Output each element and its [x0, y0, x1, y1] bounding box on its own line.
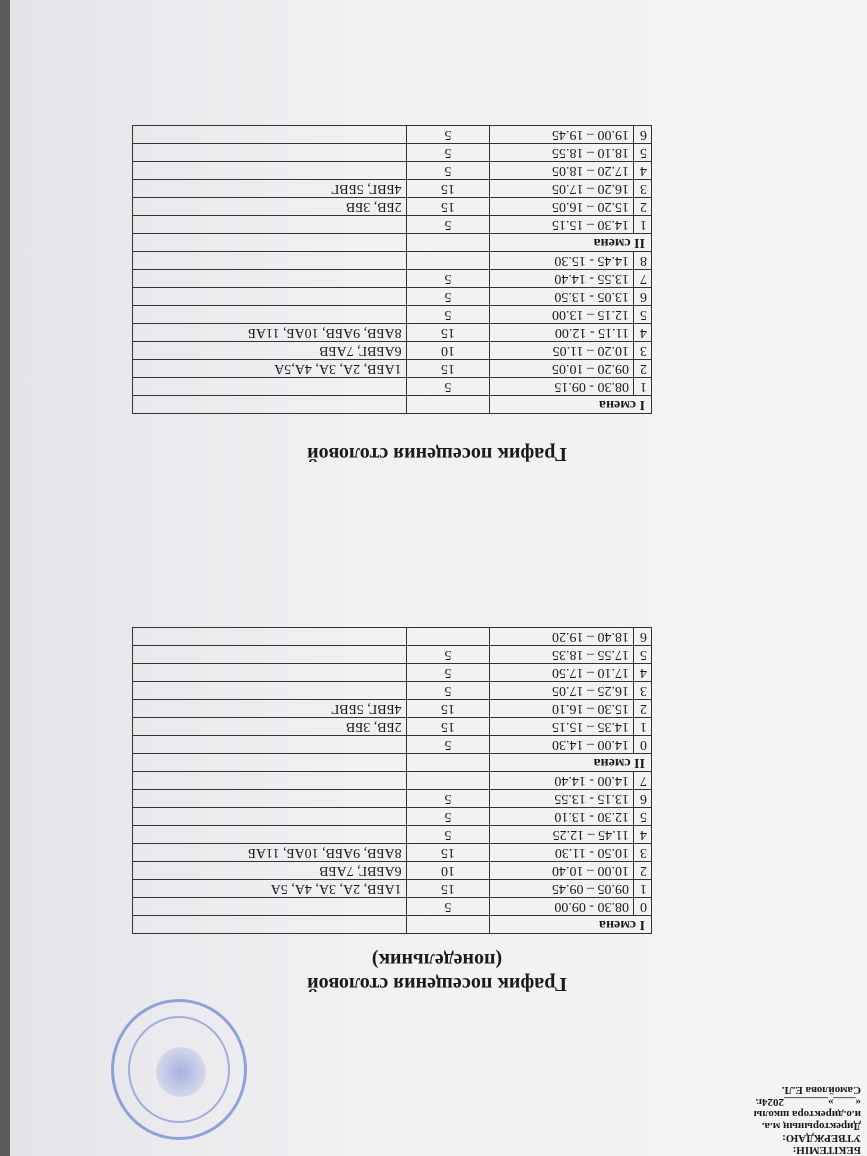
schedule-row — [133, 360, 652, 378]
schedule-row — [133, 324, 652, 342]
row-number: 3 — [634, 844, 652, 862]
schedule-row — [133, 862, 652, 880]
row-number: 7 — [634, 270, 652, 288]
schedule-row — [133, 826, 652, 844]
row-minutes — [406, 252, 490, 270]
schedule-row — [133, 162, 652, 180]
shift-blank — [406, 916, 490, 934]
row-minutes — [406, 628, 490, 646]
row-time: 16.25 – 17.05 — [490, 682, 634, 700]
schedule-row — [133, 180, 652, 198]
row-time: 10.00 – 10.40 — [490, 862, 634, 880]
row-time: 13.05 - 13.50 — [490, 288, 634, 306]
row-time: 14.45 - 15.30 — [490, 252, 634, 270]
schedule-row — [133, 378, 652, 396]
row-minutes: 15 — [406, 198, 490, 216]
row-classes: 1АБВ, 2А, 3А, 4А, 5А — [133, 880, 407, 898]
row-classes: 2БВ, 3БВ — [133, 198, 407, 216]
schedule2-heading — [247, 442, 627, 466]
row-classes: 8АБВ, 9АБВ, 10АБ, 11АБ — [133, 844, 407, 862]
row-minutes: 5 — [406, 288, 490, 306]
approval-line: Директорының м.а. — [761, 1120, 861, 1132]
row-classes — [133, 288, 407, 306]
row-number: 5 — [634, 808, 652, 826]
row-number: 1 — [634, 880, 652, 898]
row-classes — [133, 664, 407, 682]
row-number: 0 — [634, 898, 652, 916]
schedule-row — [133, 700, 652, 718]
row-number: 6 — [634, 790, 652, 808]
schedule-row — [133, 646, 652, 664]
row-time: 14.35 – 15.15 — [490, 718, 634, 736]
row-time: 09.20 – 10.05 — [490, 360, 634, 378]
row-number: 2 — [634, 198, 652, 216]
schedule-row — [133, 342, 652, 360]
schedule-row — [133, 270, 652, 288]
row-time: 18.10 – 18.55 — [490, 144, 634, 162]
schedule-row — [133, 664, 652, 682]
approval-line: Самойлова Е.Л. — [781, 1084, 861, 1096]
row-number: 3 — [634, 342, 652, 360]
row-time: 14.30 – 15.15 — [490, 216, 634, 234]
shift-blank — [406, 396, 490, 414]
schedule2-title: График посещения столовой — [307, 443, 567, 465]
row-minutes: 15 — [406, 180, 490, 198]
row-time: 17.10 – 17.50 — [490, 664, 634, 682]
shift-label: I смена — [490, 396, 652, 414]
row-time: 15.30 – 16.10 — [490, 700, 634, 718]
row-minutes: 15 — [406, 844, 490, 862]
schedule-row — [133, 808, 652, 826]
row-minutes: 15 — [406, 718, 490, 736]
schedule-row — [133, 306, 652, 324]
row-minutes: 5 — [406, 646, 490, 664]
row-classes: 8АБВ, 9АБВ, 10АБ, 11АБ — [133, 324, 407, 342]
row-minutes: 5 — [406, 790, 490, 808]
row-classes — [133, 270, 407, 288]
schedule1-subtitle: (понедельник) — [371, 949, 503, 971]
schedule-row — [133, 198, 652, 216]
row-classes — [133, 252, 407, 270]
row-time: 11.15 - 12.00 — [490, 324, 634, 342]
row-number: 3 — [634, 180, 652, 198]
row-number: 5 — [634, 144, 652, 162]
row-time: 10.20 – 11.05 — [490, 342, 634, 360]
row-classes — [133, 378, 407, 396]
row-minutes: 5 — [406, 664, 490, 682]
row-minutes: 5 — [406, 162, 490, 180]
row-classes — [133, 646, 407, 664]
row-minutes: 10 — [406, 862, 490, 880]
row-number: 8 — [634, 252, 652, 270]
schedule-row — [133, 682, 652, 700]
row-minutes: 5 — [406, 126, 490, 144]
row-time: 08.30 - 09.15 — [490, 378, 634, 396]
row-time: 17.55 – 18.35 — [490, 646, 634, 664]
schedule-row — [133, 628, 652, 646]
row-number: 1 — [634, 378, 652, 396]
row-minutes: 10 — [406, 342, 490, 360]
row-minutes: 5 — [406, 306, 490, 324]
row-number: 5 — [634, 646, 652, 664]
row-number: 5 — [634, 306, 652, 324]
approval-block — [754, 1084, 861, 1156]
row-number: 0 — [634, 736, 652, 754]
seal-emblem — [156, 1047, 206, 1097]
row-time: 14.00 - 14.40 — [490, 772, 634, 790]
row-number: 6 — [634, 628, 652, 646]
row-minutes: 15 — [406, 880, 490, 898]
row-minutes: 15 — [406, 360, 490, 378]
shift-blank — [133, 754, 407, 772]
row-number: 6 — [634, 126, 652, 144]
approval-line: УТВЕРЖДАЮ: — [782, 1132, 861, 1144]
row-time: 09.05 – 09.45 — [490, 880, 634, 898]
row-classes: 6АБВГ, 7АБВ — [133, 862, 407, 880]
row-time: 10.50 - 11.30 — [490, 844, 634, 862]
shift-header-row — [133, 234, 652, 252]
schedule-row — [133, 718, 652, 736]
schedule-row — [133, 252, 652, 270]
school-seal — [111, 999, 247, 1140]
schedule-row — [133, 288, 652, 306]
row-time: 11.45 – 12.25 — [490, 826, 634, 844]
row-minutes: 5 — [406, 808, 490, 826]
row-minutes: 5 — [406, 270, 490, 288]
row-classes — [133, 790, 407, 808]
row-number: 4 — [634, 826, 652, 844]
row-time: 13.55 - 14.40 — [490, 270, 634, 288]
schedule-row — [133, 844, 652, 862]
row-classes — [133, 772, 407, 790]
approval-line: БЕКІТЕМІН: — [792, 1144, 861, 1156]
row-classes: 1АБВ, 2А, 3А, 4А,5А — [133, 360, 407, 378]
shift-label: II смена — [490, 754, 652, 772]
row-time: 14.00 – 14.30 — [490, 736, 634, 754]
row-number: 2 — [634, 862, 652, 880]
row-time: 15.20 – 16.05 — [490, 198, 634, 216]
row-number: 1 — [634, 216, 652, 234]
row-number: 4 — [634, 162, 652, 180]
row-classes — [133, 898, 407, 916]
approval-line: и.о.директора школы — [753, 1108, 861, 1120]
schedule-row — [133, 772, 652, 790]
schedule-row — [133, 216, 652, 234]
shift-blank — [133, 234, 407, 252]
row-minutes: 5 — [406, 826, 490, 844]
schedule-row — [133, 790, 652, 808]
row-time: 17.20 – 18.05 — [490, 162, 634, 180]
row-number: 1 — [634, 718, 652, 736]
row-minutes: 15 — [406, 700, 490, 718]
row-number: 4 — [634, 324, 652, 342]
row-classes — [133, 826, 407, 844]
schedule1-title: График посещения столовой — [307, 973, 567, 995]
row-time: 12.15 – 13.00 — [490, 306, 634, 324]
row-minutes: 5 — [406, 216, 490, 234]
row-classes: 2БВ, 3БВ — [133, 718, 407, 736]
row-number: 2 — [634, 360, 652, 378]
row-minutes: 5 — [406, 736, 490, 754]
schedule-row — [133, 144, 652, 162]
row-classes — [133, 808, 407, 826]
row-number: 4 — [634, 664, 652, 682]
row-minutes: 5 — [406, 898, 490, 916]
row-time: 18.40 – 19.20 — [490, 628, 634, 646]
shift-blank — [133, 396, 407, 414]
schedule-row — [133, 898, 652, 916]
schedule1-heading — [247, 948, 627, 996]
row-classes: 4БВГ, 5БВГ — [133, 700, 407, 718]
row-minutes: 5 — [406, 144, 490, 162]
row-classes — [133, 306, 407, 324]
row-classes — [133, 628, 407, 646]
schedule2-table — [132, 125, 652, 414]
row-number: 7 — [634, 772, 652, 790]
approval-line: «____»________2024г. — [755, 1096, 861, 1108]
row-time: 12.30 - 13.10 — [490, 808, 634, 826]
shift-label: II смена — [490, 234, 652, 252]
shift-blank — [406, 234, 490, 252]
row-minutes: 15 — [406, 324, 490, 342]
row-minutes — [406, 772, 490, 790]
shift-header-row — [133, 754, 652, 772]
schedule-row — [133, 126, 652, 144]
shift-label: I смена — [490, 916, 652, 934]
row-number: 6 — [634, 288, 652, 306]
row-time: 19.00 – 19.45 — [490, 126, 634, 144]
row-classes — [133, 126, 407, 144]
row-classes — [133, 144, 407, 162]
shift-blank — [406, 754, 490, 772]
shift-blank — [133, 916, 407, 934]
row-classes — [133, 162, 407, 180]
row-number: 2 — [634, 700, 652, 718]
schedule-row — [133, 880, 652, 898]
row-minutes: 5 — [406, 682, 490, 700]
row-classes — [133, 216, 407, 234]
shift-header-row — [133, 916, 652, 934]
row-time: 16.20 – 17.05 — [490, 180, 634, 198]
shift-header-row — [133, 396, 652, 414]
row-classes — [133, 736, 407, 754]
schedule1-table — [132, 627, 652, 934]
schedule-row — [133, 736, 652, 754]
row-classes: 6АБВГ, 7АБВ — [133, 342, 407, 360]
row-classes: 4БВГ, 5БВГ — [133, 180, 407, 198]
row-classes — [133, 682, 407, 700]
row-time: 08.30 - 09.00 — [490, 898, 634, 916]
row-time: 13.15 - 13.55 — [490, 790, 634, 808]
row-number: 3 — [634, 682, 652, 700]
row-minutes: 5 — [406, 378, 490, 396]
